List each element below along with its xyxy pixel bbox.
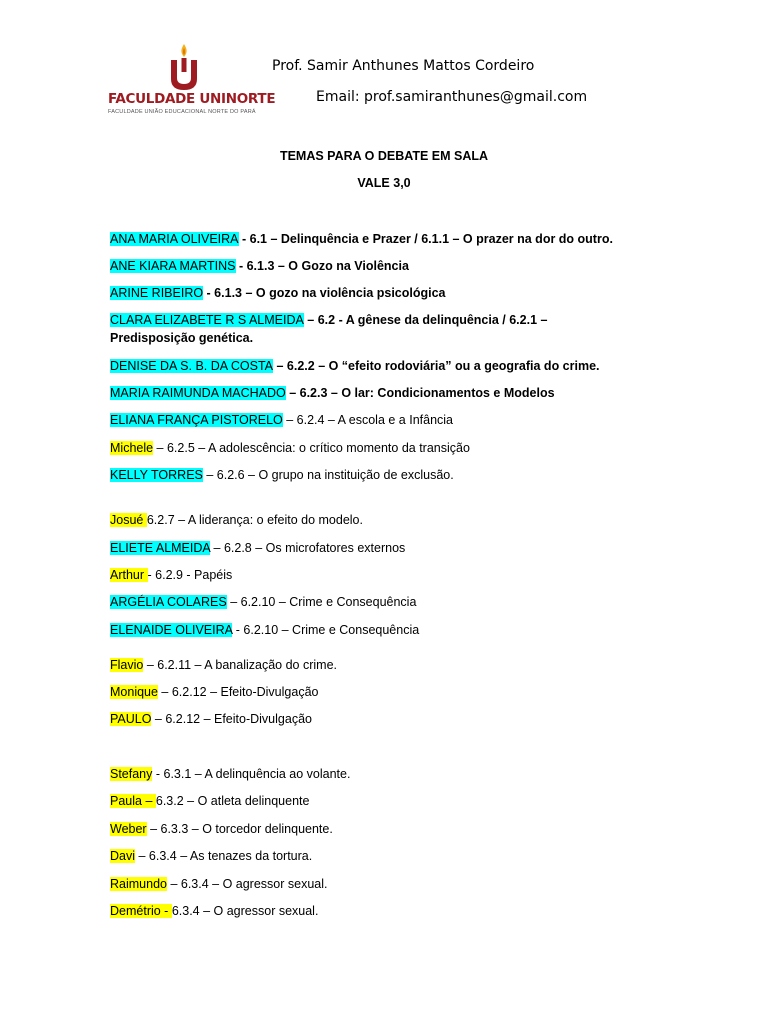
topic-text: - 6.1.3 – O Gozo na Violência xyxy=(235,259,409,273)
list-item xyxy=(110,656,630,674)
student-name: Demétrio - xyxy=(110,904,172,918)
topic-text: – 6.2.6 – O grupo na instituição de exclusão. xyxy=(202,468,454,482)
student-name: PAULO xyxy=(110,712,152,726)
list-item xyxy=(110,875,630,893)
student-name: Michele xyxy=(110,441,154,455)
topic-text: – 6.2.4 – A escola e a Infância xyxy=(282,413,454,427)
topic-text: – 6.2 - A gênese da delinquência / 6.2.1 – Predisposição genética. xyxy=(110,313,548,345)
student-name: Arthur xyxy=(110,568,148,582)
student-name: ARINE RIBEIRO xyxy=(110,286,204,300)
page-title: TEMAS PARA O DEBATE EM SALA xyxy=(279,149,489,163)
topic-text: – 6.2.11 – A banalização do crime. xyxy=(143,658,337,672)
list-item xyxy=(110,621,630,639)
list-item xyxy=(110,466,630,484)
list-item xyxy=(110,311,630,347)
topic-text: - 6.1.3 – O gozo na violência psicológica xyxy=(203,286,446,300)
topic-text: – 6.2.12 – Efeito-Divulgação xyxy=(151,712,312,726)
topic-text: – 6.3.3 – O torcedor delinquente. xyxy=(146,822,333,836)
student-name: Josué xyxy=(110,513,147,527)
professor-name: Prof. Samir Anthunes Mattos Cordeiro xyxy=(272,58,535,74)
student-name: Davi xyxy=(110,849,136,863)
list-item xyxy=(110,411,630,429)
student-name: Raimundo xyxy=(110,877,167,891)
student-name: ANE KIARA MARTINS xyxy=(110,259,236,273)
topic-text: – 6.2.2 – O “efeito rodoviária” ou a geografia do crime. xyxy=(273,359,600,373)
list-item xyxy=(110,765,630,783)
list-item xyxy=(110,284,630,302)
topic-text: - 6.3.1 – A delinquência ao volante. xyxy=(152,767,351,781)
faculdade-uninorte-logo xyxy=(108,42,276,120)
list-item xyxy=(110,357,630,375)
topic-text: – 6.2.8 – Os microfatores externos xyxy=(210,541,406,555)
student-name: ELIETE ALMEIDA xyxy=(110,541,211,555)
student-name: ANA MARIA OLIVEIRA xyxy=(110,232,239,246)
list-item xyxy=(110,230,630,248)
student-name: Weber xyxy=(110,822,147,836)
list-item xyxy=(110,593,630,611)
list-item xyxy=(110,710,630,728)
list-item xyxy=(110,902,630,920)
student-name: ARGÉLIA COLARES xyxy=(110,595,227,609)
list-item xyxy=(110,847,630,865)
list-item xyxy=(110,439,630,457)
student-name: KELLY TORRES xyxy=(110,468,203,482)
topic-text: – 6.2.5 – A adolescência: o crítico momento da transição xyxy=(153,441,470,455)
list-item xyxy=(110,566,630,584)
list-item xyxy=(110,683,630,701)
professor-email[interactable]: Email: prof.samiranthunes@gmail.com xyxy=(316,89,588,105)
list-item xyxy=(110,511,630,529)
student-name: Flavio xyxy=(110,658,144,672)
list-item xyxy=(110,539,630,557)
topic-text: – 6.2.10 – Crime e Consequência xyxy=(226,595,417,609)
logo-name: FACULDADE UNINORTE xyxy=(108,91,276,107)
student-name: MARIA RAIMUNDA MACHADO xyxy=(110,386,286,400)
topic-text: - 6.1 – Delinquência e Prazer / 6.1.1 – O prazer na dor do outro. xyxy=(238,232,613,246)
student-name: Monique xyxy=(110,685,158,699)
topic-text: 6.2.7 – A liderança: o efeito do modelo. xyxy=(146,513,363,527)
topic-text: - 6.2.10 – Crime e Consequência xyxy=(232,623,420,637)
student-name: Stefany xyxy=(110,767,153,781)
list-item xyxy=(110,384,630,402)
topic-text: 6.3.4 – O agressor sexual. xyxy=(171,904,319,918)
flame-u-icon xyxy=(108,42,260,92)
topic-text: – 6.3.4 – O agressor sexual. xyxy=(166,877,328,891)
topic-text: – 6.2.12 – Efeito-Divulgação xyxy=(157,685,319,699)
list-item xyxy=(110,792,630,810)
logo-subtitle: FACULDADE UNIÃO EDUCACIONAL NORTE DO PARÁ xyxy=(108,109,256,115)
student-name: ELENAIDE OLIVEIRA xyxy=(110,623,233,637)
page-subtitle: VALE 3,0 xyxy=(357,176,411,190)
topic-text: – 6.3.4 – As tenazes da tortura. xyxy=(135,849,313,863)
student-name: CLARA ELIZABETE R S ALMEIDA xyxy=(110,313,304,327)
student-name: DENISE DA S. B. DA COSTA xyxy=(110,359,274,373)
topic-text: – 6.2.3 – O lar: Condicionamentos e Modelos xyxy=(285,386,555,400)
topic-text: - 6.2.9 - Papéis xyxy=(147,568,233,582)
student-name: Paula – xyxy=(110,794,156,808)
student-name: ELIANA FRANÇA PISTORELO xyxy=(110,413,283,427)
list-item xyxy=(110,257,630,275)
list-item xyxy=(110,820,630,838)
topic-text: 6.3.2 – O atleta delinquente xyxy=(155,794,310,808)
